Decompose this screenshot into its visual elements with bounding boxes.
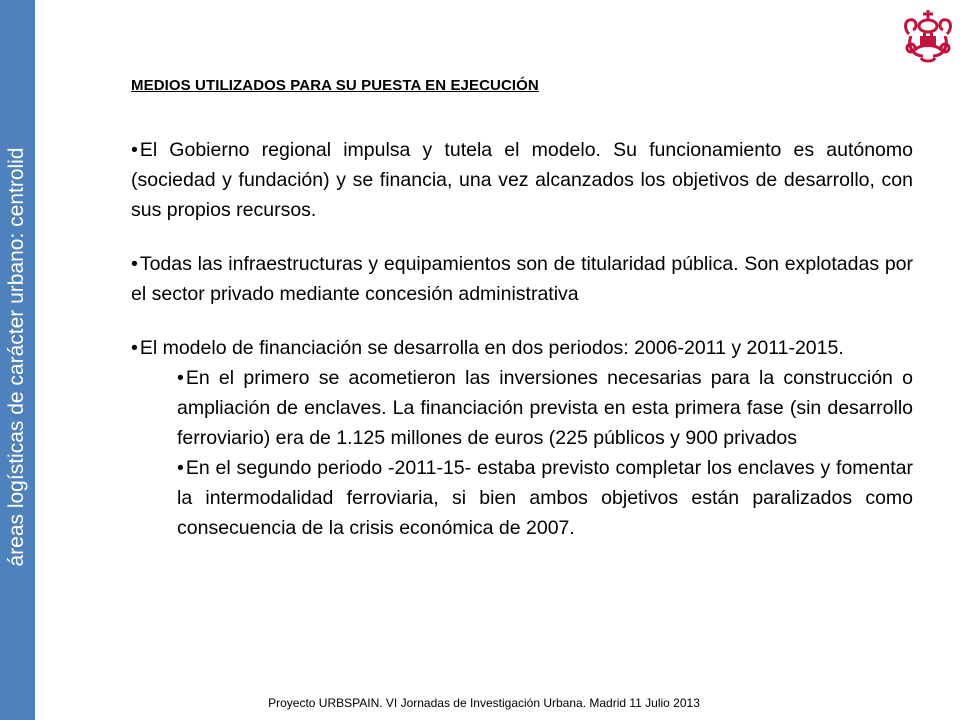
section-heading: MEDIOS UTILIZADOS PARA SU PUESTA EN EJECUCIÓN (131, 77, 539, 94)
sidebar-title: áreas logísticas de carácter urbano: centrolid (5, 147, 28, 567)
bullet-paragraph: • El modelo de financiación se desarrolla en dos periodos: 2006-2011 y 2011-2015. (131, 337, 844, 359)
footer-text: Proyecto URBSPAIN. VI Jornadas de Investigación Urbana. Madrid 11 Julio 2013 (268, 696, 700, 710)
coat-of-arms-icon (897, 4, 959, 66)
bullet-paragraph: • Todas las infraestructuras y equipamientos son de titularidad pública. Son explotadas por el sector privado mediante concesión administrativa (131, 253, 913, 305)
slide-content (131, 135, 913, 543)
sidebar-band (0, 0, 35, 720)
sub-bullet-paragraph: • En el segundo periodo -2011-15- estaba previsto completar los enclaves y fomentar la intermodalidad ferroviaria, si bien ambos objetivos están paralizados como consecuencia de la crisis económica de 2007. (177, 457, 913, 539)
bullet-paragraph: • El Gobierno regional impulsa y tutela el modelo. Su funcionamiento es autónomo (sociedad y fundación) y se financia, una vez alcanzados los objetivos de desarrollo, con sus propios recursos. (131, 139, 913, 221)
sub-bullet-paragraph: • En el primero se acometieron las inversiones necesarias para la construcción o ampliación de enclaves. La financiación prevista en esta primera fase (sin desarrollo ferroviario) era de 1.125 millones de euros (225 públicos y 900 privados (177, 367, 913, 449)
